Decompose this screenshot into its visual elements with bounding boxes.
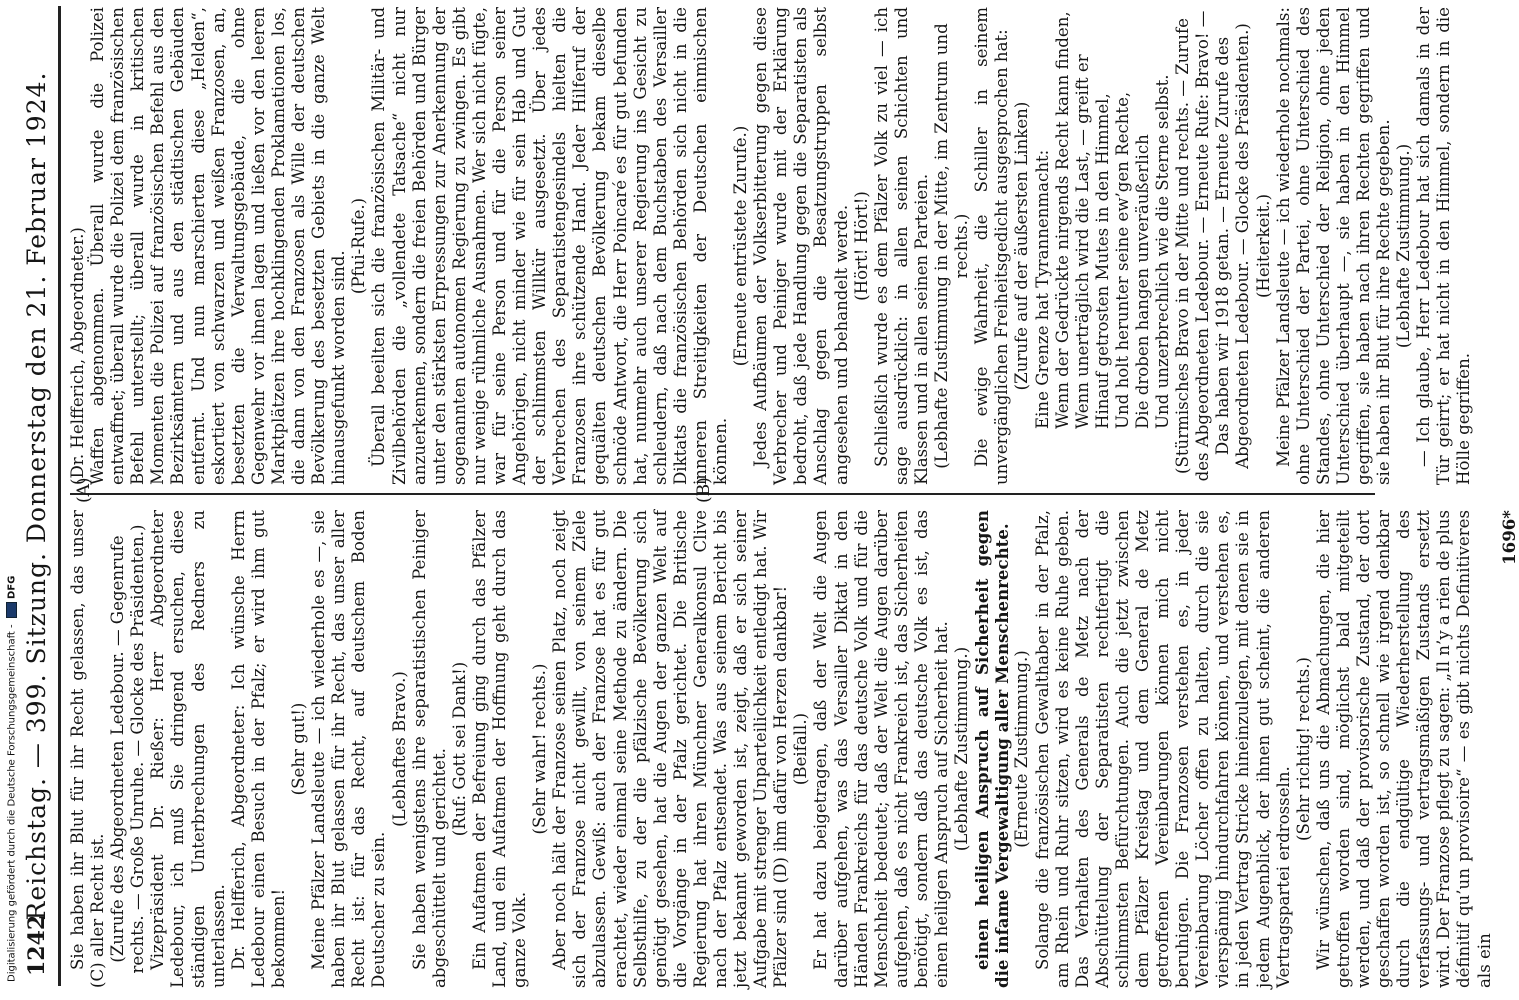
column-divider [70, 493, 1375, 495]
interjection: (Heiterkeit.) [1253, 193, 1273, 299]
interjection: (Sehr gut!) [289, 702, 309, 796]
interjection: (Hört! Hört!) [851, 191, 871, 301]
paragraph: Vizepräsident Dr. Rießer: Herr Abgeordneter Ledebour, ich muß Sie dringend ersuchen, diese ständigen Unterbrechungen des Redners zu unterlassen. [148, 510, 228, 988]
paragraph: Jedes Aufbäumen der Volkserbitterung gegen diese Verbrecher und Peiniger wurde mit der Erklärung bedroht, daß jede Handlung gegen die Separatisten als Anschlag gegen die Besatzungstruppen selbst angesehen und behandelt werde. [751, 7, 851, 485]
interjection: (Zurufe auf der äußersten Linken) [1012, 101, 1032, 391]
margin-marker-b: (B) [694, 477, 714, 503]
verse-line: Wenn unerträglich wird die Last, — greift er [1072, 54, 1092, 429]
paragraph: Sie haben wenigstens ihre separatistischen Peiniger abgeschüttelt und gerichtet. [409, 510, 449, 988]
interjection: (Sehr richtig! rechts.) [1293, 657, 1313, 841]
interjection: (Stürmisches Bravo in der Mitte und rechts. — Zurufe des Abgeordneten Ledebour. — Erneute Rufe: Bravo! — Das haben wir 1918 getan. — Erneute Zurufe des Abgeordneten Ledebour. — Glocke des Präsidenten.) [1173, 10, 1253, 482]
page-number: 1242 [24, 914, 50, 976]
paragraph: — Ich glaube, Herr Ledebour hat sich damals in der Tür geirrt; er hat nicht in den Himmel, sondern in die Hölle gegriffen. [1414, 7, 1474, 485]
interjection: (Ruf: Gott sei Dank!) [449, 661, 469, 837]
interjection: (Sehr wahr! rechts.) [530, 663, 550, 835]
interjection: (Lebhaftes Bravo.) [389, 671, 409, 827]
interjection: (Beifall.) [791, 712, 811, 786]
verse-line: Eine Grenze hat Tyrannenmacht: [1032, 149, 1052, 429]
paragraph: Schließlich wurde es dem Pfälzer Volk zu viel — ich sage ausdrücklich: in allen seinen Schichten und Klassen und in allen seinen Parteien. [871, 7, 931, 485]
paragraph: einen heiligen Anspruch auf Sicherheit gegen die infame Vergewaltigung aller Menschenrechte. [972, 510, 1013, 988]
paragraph: Meine Pfälzer Landsleute — ich wiederhole es —, sie haben ihr Blut gelassen für ihr Recht, das unser aller Recht ist: für das Recht, auf deutschem Boden Deutscher zu sein. [309, 510, 389, 988]
verse-line: Und unzerbrechlich wie die Sterne selbst. [1153, 74, 1173, 429]
paragraph: Er hat dazu beigetragen, daß der Welt die Augen darüber aufgehen, was das Versailler Diktat in den Händen Frankreichs für das deutsche Volk und für die Menschheit bedeutet; daß der Welt die Augen darüber aufgehen, daß es nicht Frankreich ist, das Sicherheiten benötigt, sondern daß das deutsche Volk es ist, das einen heiligen Anspruch auf Sicherheit hat. [811, 510, 952, 988]
verse-line: Wenn der Gedrückte nirgends Recht kann finden, [1052, 11, 1072, 429]
dfg-logo-icon [6, 602, 17, 618]
digitization-credit [6, 576, 18, 982]
paragraph: Wir wünschen, daß uns die Abmachungen, die hier getroffen worden sind, möglichst bald mitgeteilt werden, und daß der provisorische Zustand, der dort geschaffen worden ist, so schnell wie irgend denkbar durch die endgültige Wiederherstellung des verfassungs- und vertragsmäßigen Zustands ersetzt wird. Der Franzose pflegt zu sagen: „Il n’y a rien de plus définitif qu’un provisoire“ — es gibt nichts Definitiveres als ein [1313, 510, 1494, 988]
running-title: Reichstag. — 399. Sitzung. Donnerstag den 21. Februar 1924. [22, 71, 51, 921]
interjection: (Erneute entrüstete Zurufe.) [731, 125, 751, 367]
paragraph: Dr. Helfferich, Abgeordneter: Ich wünsche Herrn Ledebour einen Besuch in der Pfalz; er wird ihm gut bekommen! [228, 510, 288, 988]
page-header [18, 6, 54, 986]
paragraph: Solange die französischen Gewalthaber in der Pfalz, am Rhein und Ruhr sitzen, wird es keine Ruhe geben. Das Verhalten des Generals de Metz nach der Abschüttelung der Separatisten rechtfertigt die schlimmsten Befürchtungen. Auch die jetzt zwischen dem Pfälzer Kreistag und dem General de Metz getroffenen Vereinbarungen können mich nicht beruhigen. Die Franzosen verstehen es, in jeder Vereinbarung Löcher offen zu halten, durch die sie vierspännig hindurchfahren können, und verstehen es, in jeden Vertrag Stricke hineinzulegen, mit denen sie in jedem Augenblick, der ihnen gut scheint, die anderen Vertragspartei erdrosseln. [1032, 510, 1293, 988]
verse-line: Und holt herunter seine ew’gen Rechte, [1112, 91, 1132, 429]
verse-line: Hinauf getrosten Mutes in den Himmel, [1092, 93, 1112, 429]
paragraph: Waffen abgenommen. Überall wurde die Polizei entwaffnet; überall wurde die Polizei dem französischen Befehl unterstellt; überall wurde in kritischen Momenten die Polizei auf französischen Befehl aus den Bezirksämtern und aus den städtischen Gebäuden entfernt. Und nun marschierten diese „Helden“, eskortiert von schwarzen und weißen Franzosen, an, besetzten die Verwaltungsgebäude, die ohne Gegenwehr vor ihnen lagen und ließen vor den leeren Marktplätzen ihre hochklingenden Proklamationen los, die dann von den Franzosen als Wille der deutschen Bevölkerung des besetzten Gebiets in die ganze Welt hinausgefunkt worden sind. [88, 7, 349, 485]
interjection: (Pfui-Rufe.) [349, 197, 369, 295]
interjection: (Lebhafte Zustimmung.) [1394, 143, 1414, 349]
margin-marker-a: (A) [74, 477, 94, 503]
header-rule [58, 6, 61, 986]
credit-text: Digitalisierung gefördert durch die Deutsche Forschungsgemeinschaft - [6, 624, 18, 982]
interjection: (Lebhafte Zustimmung in der Mitte, im Zentrum und rechts.) [932, 23, 972, 469]
interjection: (Erneute Zustimmung.) [1012, 650, 1032, 848]
verse-line: Die droben hangen unveräußerlich [1132, 134, 1152, 429]
right-column [68, 510, 1519, 988]
rotated-page-sheet [4, 0, 1519, 1000]
speaker-line: (Dr. Helfferich, Abgeordneter.) [68, 227, 87, 485]
left-column [68, 7, 1474, 485]
paragraph: Meine Pfälzer Landsleute — ich wiederhole nochmals: ohne Unterschied der Partei, ohne Unterschied des Standes, ohne Unterschied der Religion, ohne jeden Unterschied überhaupt —, sie haben in den Himmel gegriffen, sie haben nach ihren Rechten gegriffen und sie haben ihr Blut für ihre Rechte gegeben. [1273, 7, 1394, 485]
dfg-logo-text: DFG [6, 575, 18, 599]
paragraph: Überall beeilten sich die französischen Militär- und Zivilbehörden die „vollendete Tatsache“ nicht nur anzuerkennen, sondern die freien Behörden und Bürger unter den stärksten Erpressungen zur Anerkennung der sogenannten autonomen Regierung zu zwingen. Es gibt nur wenige rühmliche Ausnahmen. Wer sich nicht fügte, war für seine Person und für die Person seiner Angehörigen, nicht minder wie für sein Hab und Gut der schlimmsten Willkür ausgesetzt. Über jedes Verbrechen des Separatistengesindels hielten die Franzosen ihre schützende Hand. Jeder Hilferuf der gequälten deutschen Bevölkerung bekam dieselbe schnöde Antwort, die Herr Poincaré es für gut befunden hat, nunmehr auch unserer Regierung ins Gesicht zu schleudern, daß nach dem Buchstaben des Versailler Diktats die französischen Behörden sich nicht in die inneren Streitigkeiten der Deutschen einmischen können. [369, 7, 730, 485]
sheet-signature: 1696* [1498, 510, 1519, 565]
paragraph: Ein Aufatmen der Befreiung ging durch das Pfälzer Land, und ein Aufatmen der Hoffnung geht durch das ganze Volk. [469, 510, 530, 988]
interjection: (Lebhafte Zustimmung.) [952, 646, 972, 852]
interjection: (Zurufe des Abgeordneten Ledebour. — Gegenrufe rechts. — Große Unruhe. — Glocke des Präsidenten.) [108, 524, 148, 974]
paragraph: Sie haben ihr Blut für ihr Recht gelassen, das unser (C) aller Recht ist. [68, 510, 108, 988]
paragraph: Die ewige Wahrheit, die Schiller in seinem unvergänglichen Freiheitsgedicht ausgesprochen hat: [972, 7, 1012, 485]
paragraph: Aber noch hält der Franzose seinen Platz, noch zeigt sich der Franzose nicht gewillt, von seinem Ziele abzulassen. Gewiß: auch der Franzose hat es für gut erachtet, wieder einmal seine Methode zu ändern. Die Selbsthilfe, zu der die pfälzische Bevölkerung sich genötigt gesehen, hat die Augen der ganzen Welt auf die Vorgänge in der Pfalz gerichtet. Die Britische Regierung hat ihren Münchner Generalkonsul Clive nach der Pfalz entsendet. Was aus seinem Bericht bis jetzt bekannt geworden ist, zeigt, daß er sich seiner Aufgabe mit strenger Unparteilichkeit entledigt hat. Wir Pfälzer sind (D) ihm dafür von Herzen dankbar! [550, 510, 791, 988]
